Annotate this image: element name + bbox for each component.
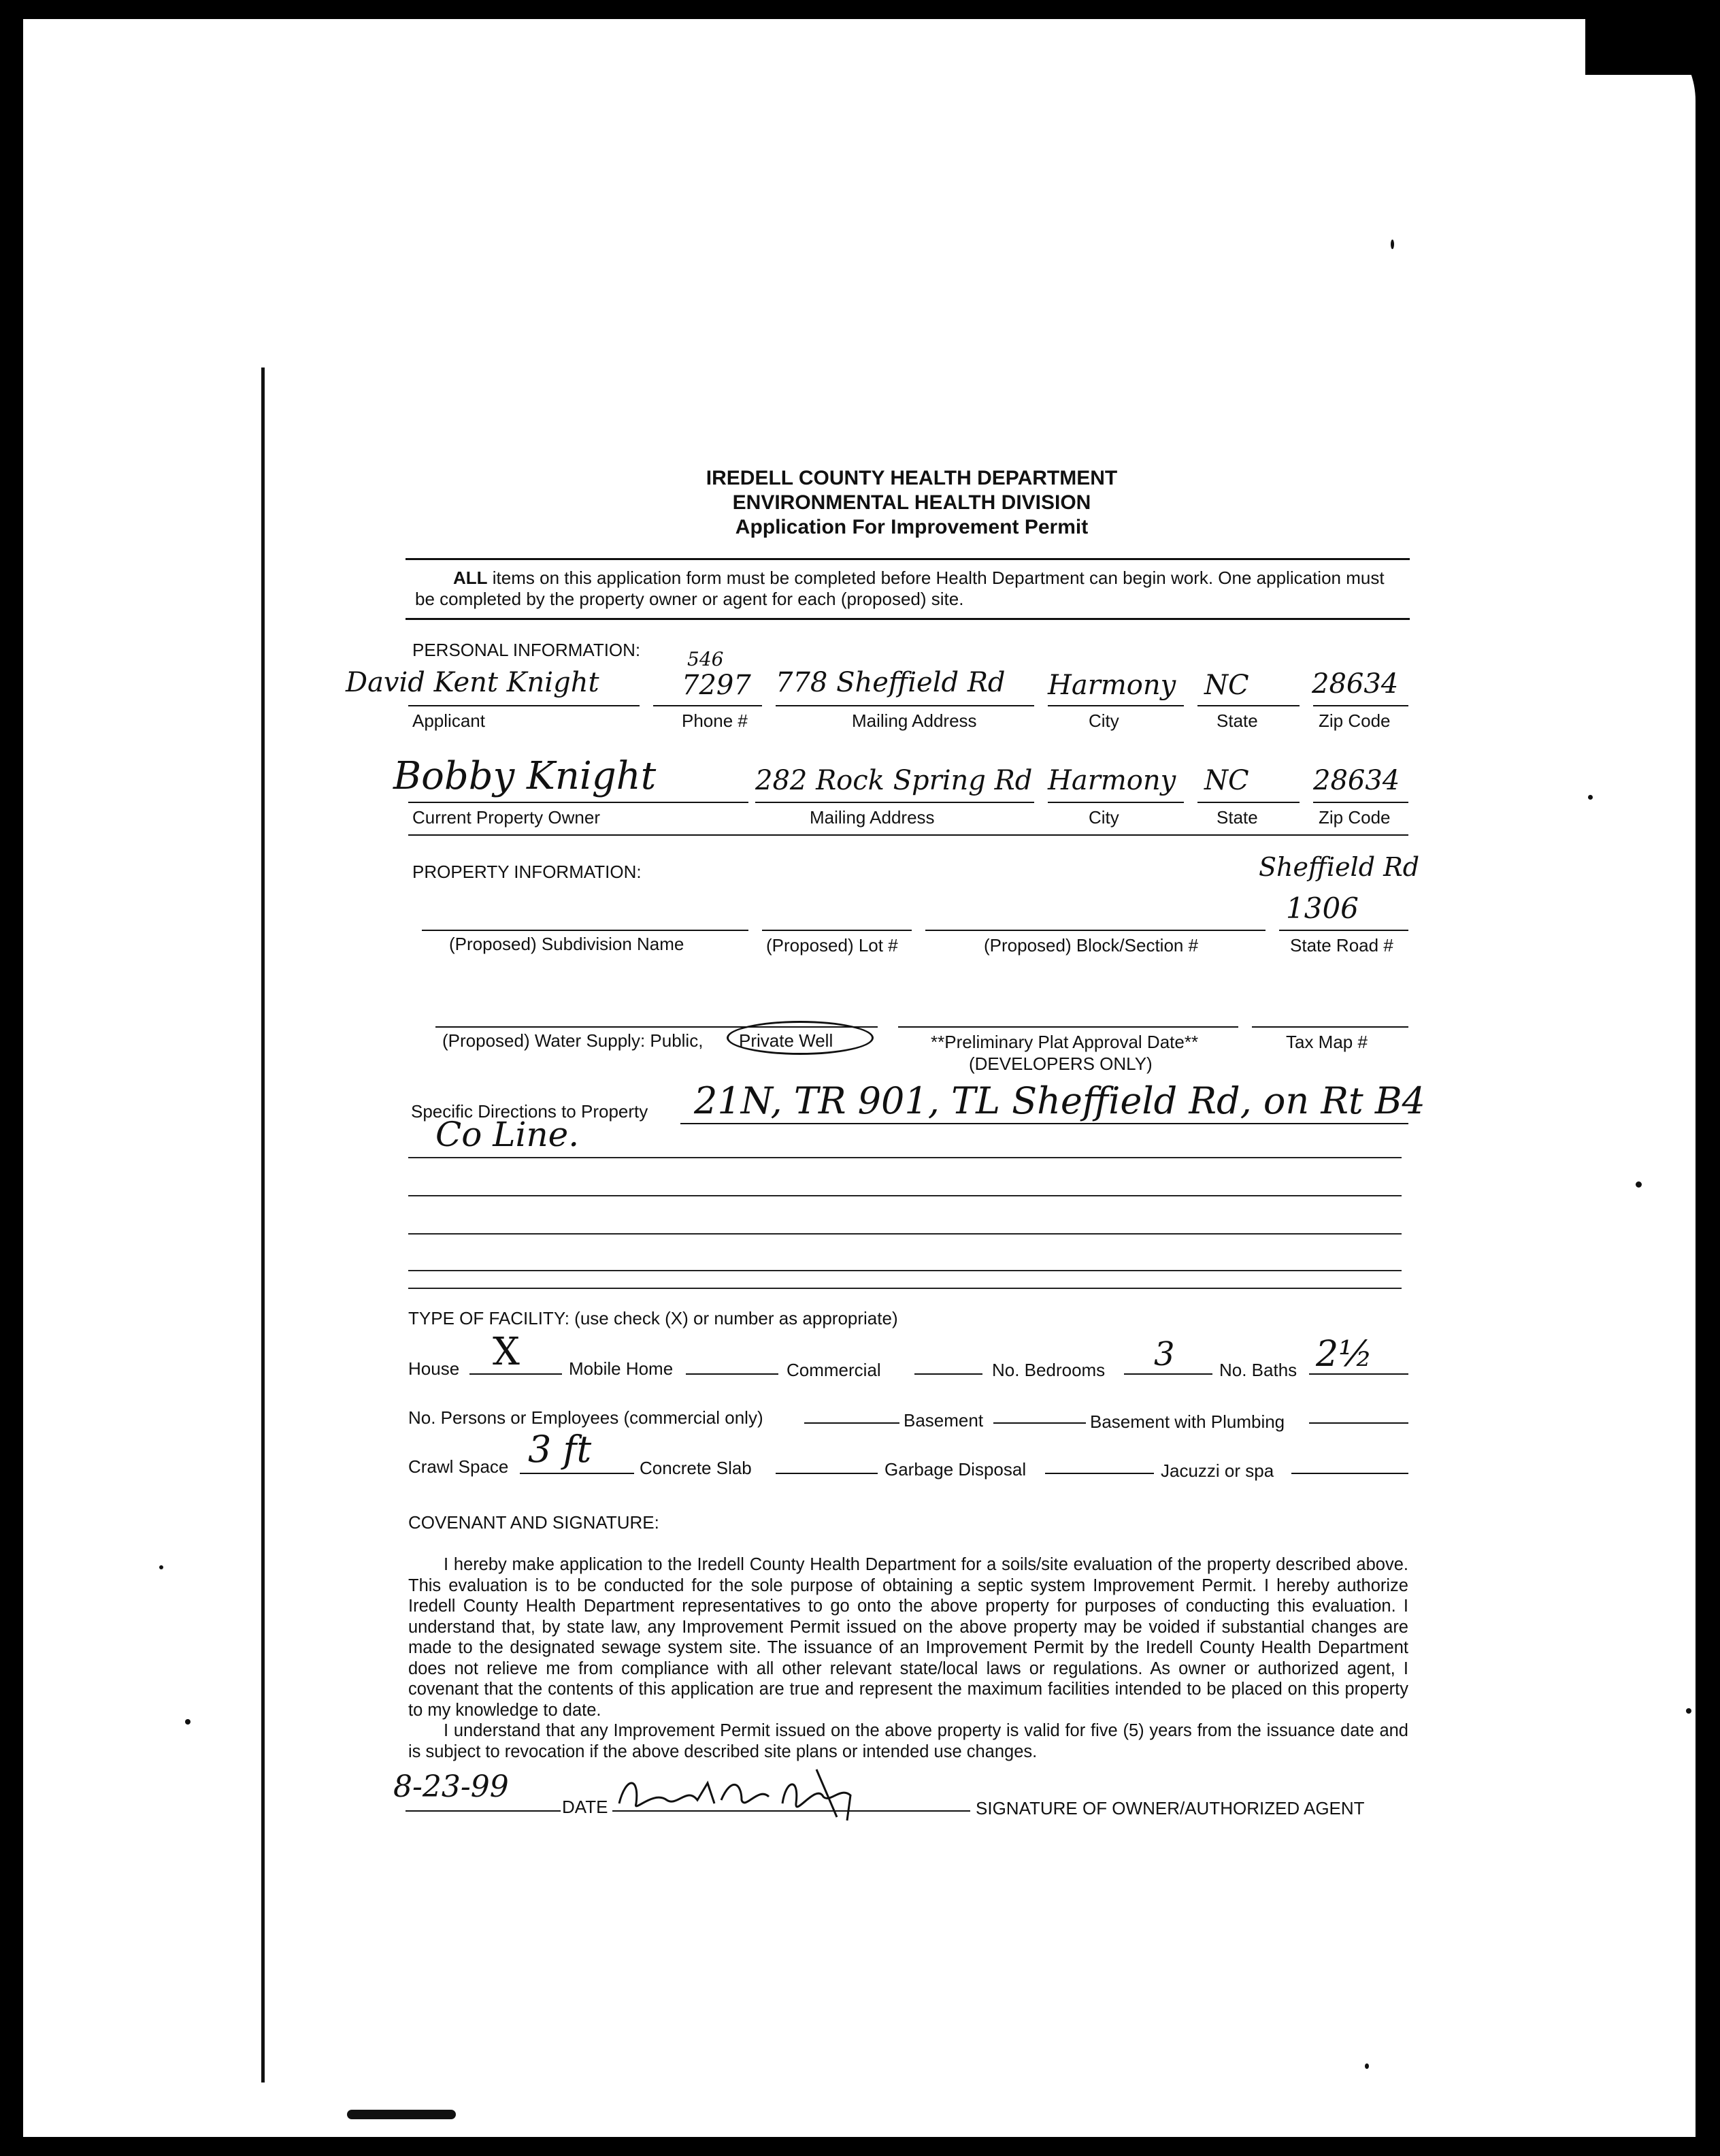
plat-line — [898, 1026, 1238, 1028]
basement-label: Basement — [904, 1410, 984, 1431]
jacuzzi-label: Jacuzzi or spa — [1161, 1460, 1274, 1481]
lot-line — [762, 930, 912, 931]
signature-line — [612, 1810, 970, 1812]
subdivision-label: (Proposed) Subdivision Name — [449, 934, 684, 954]
owner-state-label: State — [1217, 807, 1258, 828]
phone-label: Phone # — [682, 710, 748, 731]
developers-label: (DEVELOPERS ONLY) — [969, 1054, 1153, 1074]
state-line — [1197, 705, 1300, 706]
private-well-option: Private Well — [739, 1030, 833, 1051]
directions-line-1 — [680, 1123, 1408, 1124]
scan-speck — [1365, 2063, 1369, 2069]
date-value: 8-23-99 — [393, 1769, 509, 1804]
crawl-space-line — [520, 1473, 634, 1474]
bedrooms-label: No. Bedrooms — [992, 1360, 1106, 1380]
water-supply-label: (Proposed) Water Supply: Public, — [442, 1030, 704, 1051]
commercial-label: Commercial — [787, 1360, 881, 1380]
house-value: X — [493, 1330, 520, 1374]
plat-label: **Preliminary Plat Approval Date** — [931, 1032, 1199, 1052]
state-road-note-value: Sheffield Rd — [1259, 852, 1420, 882]
scan-speck — [1636, 1181, 1642, 1188]
tax-map-label: Tax Map # — [1286, 1032, 1368, 1052]
owner-state-value: NC — [1204, 765, 1249, 796]
directions-line-5 — [408, 1270, 1402, 1271]
jacuzzi-line — [1291, 1473, 1408, 1474]
notice-text — [415, 568, 1408, 610]
block-label: (Proposed) Block/Section # — [984, 935, 1199, 956]
owner-zip-label: Zip Code — [1319, 807, 1391, 828]
tax-map-line — [1252, 1026, 1408, 1028]
directions-label: Specific Directions to Property — [411, 1101, 648, 1122]
house-label: House — [408, 1358, 460, 1379]
scan-speck — [185, 1719, 191, 1725]
mailing-label: Mailing Address — [852, 710, 977, 731]
division-title: ENVIRONMENTAL HEALTH DIVISION — [732, 491, 1091, 514]
notice-top-rule — [406, 558, 1410, 560]
department-title: IREDELL COUNTY HEALTH DEPARTMENT — [706, 467, 1118, 489]
bedrooms-line — [1124, 1373, 1212, 1375]
directions-line2-value: Co Line. — [435, 1115, 580, 1154]
phone-prefix-value: 546 — [687, 648, 724, 670]
mailing-address-value: 778 Sheffield Rd — [776, 667, 1006, 698]
owner-zip-value: 28634 — [1313, 765, 1400, 796]
state-value: NC — [1204, 670, 1249, 701]
covenant-paragraph-2: I understand that any Improvement Permit issued on the above property is valid for five (5) years from the issuance date and is subject to revocation if the above described site plans or intended use changes. — [408, 1721, 1408, 1761]
city-label: City — [1089, 710, 1119, 731]
zip-value: 28634 — [1312, 668, 1399, 700]
commercial-line — [914, 1373, 982, 1375]
owner-city-value: Harmony — [1048, 765, 1176, 796]
facility-heading: TYPE OF FACILITY: (use check (X) or number as appropriate) — [408, 1308, 898, 1328]
owner-address-value: 282 Rock Spring Rd — [755, 765, 1033, 796]
scan-speck — [159, 1565, 163, 1569]
owner-name-value: Bobby Knight — [393, 754, 657, 798]
applicant-signature — [612, 1763, 871, 1824]
binding-edge — [261, 368, 265, 2082]
zip-line — [1313, 705, 1408, 706]
personal-heading: PERSONAL INFORMATION: — [412, 640, 641, 660]
concrete-slab-label: Concrete Slab — [640, 1458, 752, 1478]
phone-line — [653, 705, 762, 706]
applicant-label: Applicant — [412, 710, 485, 731]
lot-label: (Proposed) Lot # — [766, 935, 898, 956]
mobile-home-line — [686, 1373, 778, 1375]
state-road-value: 1306 — [1286, 892, 1359, 925]
state-label: State — [1217, 710, 1258, 731]
city-value: Harmony — [1048, 670, 1176, 701]
mailing-line — [776, 705, 1034, 706]
directions-line1-value: 21N, TR 901, TL Sheffield Rd, on Rt B4 — [694, 1079, 1425, 1122]
directions-line-3 — [408, 1195, 1402, 1196]
notice-body: items on this application form must be completed before Health Department can begin work. One application must be completed by the property owner or agent for each (proposed) site. — [415, 568, 1385, 609]
signature-label: SIGNATURE OF OWNER/AUTHORIZED AGENT — [976, 1798, 1365, 1818]
personal-section-rule — [408, 834, 1408, 836]
notice-bottom-rule — [406, 618, 1410, 620]
persons-line — [804, 1422, 899, 1424]
basement-plumbing-label: Basement with Plumbing — [1090, 1411, 1285, 1432]
mobile-home-label: Mobile Home — [569, 1358, 674, 1379]
directions-line-6 — [408, 1288, 1402, 1289]
owner-mailing-line — [755, 802, 1034, 803]
directions-line-2 — [408, 1157, 1402, 1158]
owner-mailing-label: Mailing Address — [810, 807, 935, 828]
notice-bold: ALL — [453, 568, 488, 588]
crawl-space-label: Crawl Space — [408, 1456, 509, 1477]
applicant-line — [408, 705, 640, 706]
phone-value: 7297 — [682, 670, 751, 701]
block-line — [925, 930, 1266, 931]
bedrooms-value: 3 — [1154, 1335, 1175, 1373]
scan-speck — [1588, 795, 1593, 800]
owner-city-label: City — [1089, 807, 1119, 828]
scan-speck — [1686, 1708, 1691, 1714]
state-road-label: State Road # — [1290, 935, 1393, 956]
property-heading: PROPERTY INFORMATION: — [412, 862, 642, 882]
covenant-heading: COVENANT AND SIGNATURE: — [408, 1512, 659, 1533]
state-road-line — [1279, 930, 1408, 931]
owner-line — [408, 802, 748, 803]
zip-label: Zip Code — [1319, 710, 1391, 731]
owner-label: Current Property Owner — [412, 807, 600, 828]
basement-plumbing-line — [1309, 1422, 1408, 1424]
owner-city-line — [1048, 802, 1184, 803]
baths-value: 2½ — [1316, 1334, 1373, 1375]
page-corner — [1585, 0, 1720, 75]
applicant-name-value: David Kent Knight — [346, 667, 599, 698]
crawl-space-value: 3 ft — [528, 1428, 592, 1471]
concrete-slab-line — [776, 1473, 878, 1474]
owner-zip-line — [1313, 802, 1408, 803]
directions-line-4 — [408, 1233, 1402, 1235]
garbage-disposal-line — [1045, 1473, 1154, 1474]
baths-label: No. Baths — [1219, 1360, 1297, 1380]
persons-label: No. Persons or Employees (commercial only) — [408, 1407, 763, 1428]
city-line — [1048, 705, 1184, 706]
form-title: Application For Improvement Permit — [735, 516, 1089, 538]
subdivision-line — [422, 930, 748, 931]
basement-line — [993, 1422, 1086, 1424]
scan-smudge — [347, 2110, 456, 2119]
garbage-disposal-label: Garbage Disposal — [884, 1459, 1027, 1480]
scan-speck — [1391, 240, 1394, 249]
owner-state-line — [1197, 802, 1300, 803]
date-label: DATE — [562, 1797, 608, 1817]
covenant-paragraph-1: I hereby make application to the Iredell County Health Department for a soils/site evaluation of the property described above. This evaluation is to be conducted for the sole purpose of obtaining a septic system Improvement Permit. I hereby authorize Iredell County Health Department representatives to go onto the above property for purposes of conducting this evaluation. I understand that, by state law, any Improvement Permit issued on the above property may be voided if substantial changes are made to the designated sewage system site. The issuance of an Improvement Permit by the Iredell County Health Department does not relieve me from compliance with all other relevant state/local laws or regulations. As owner or authorized agent, I covenant that the contents of this application are true and represent the maximum facilities intended to be placed on this property to my knowledge to date. — [408, 1555, 1408, 1720]
date-line — [406, 1810, 561, 1812]
